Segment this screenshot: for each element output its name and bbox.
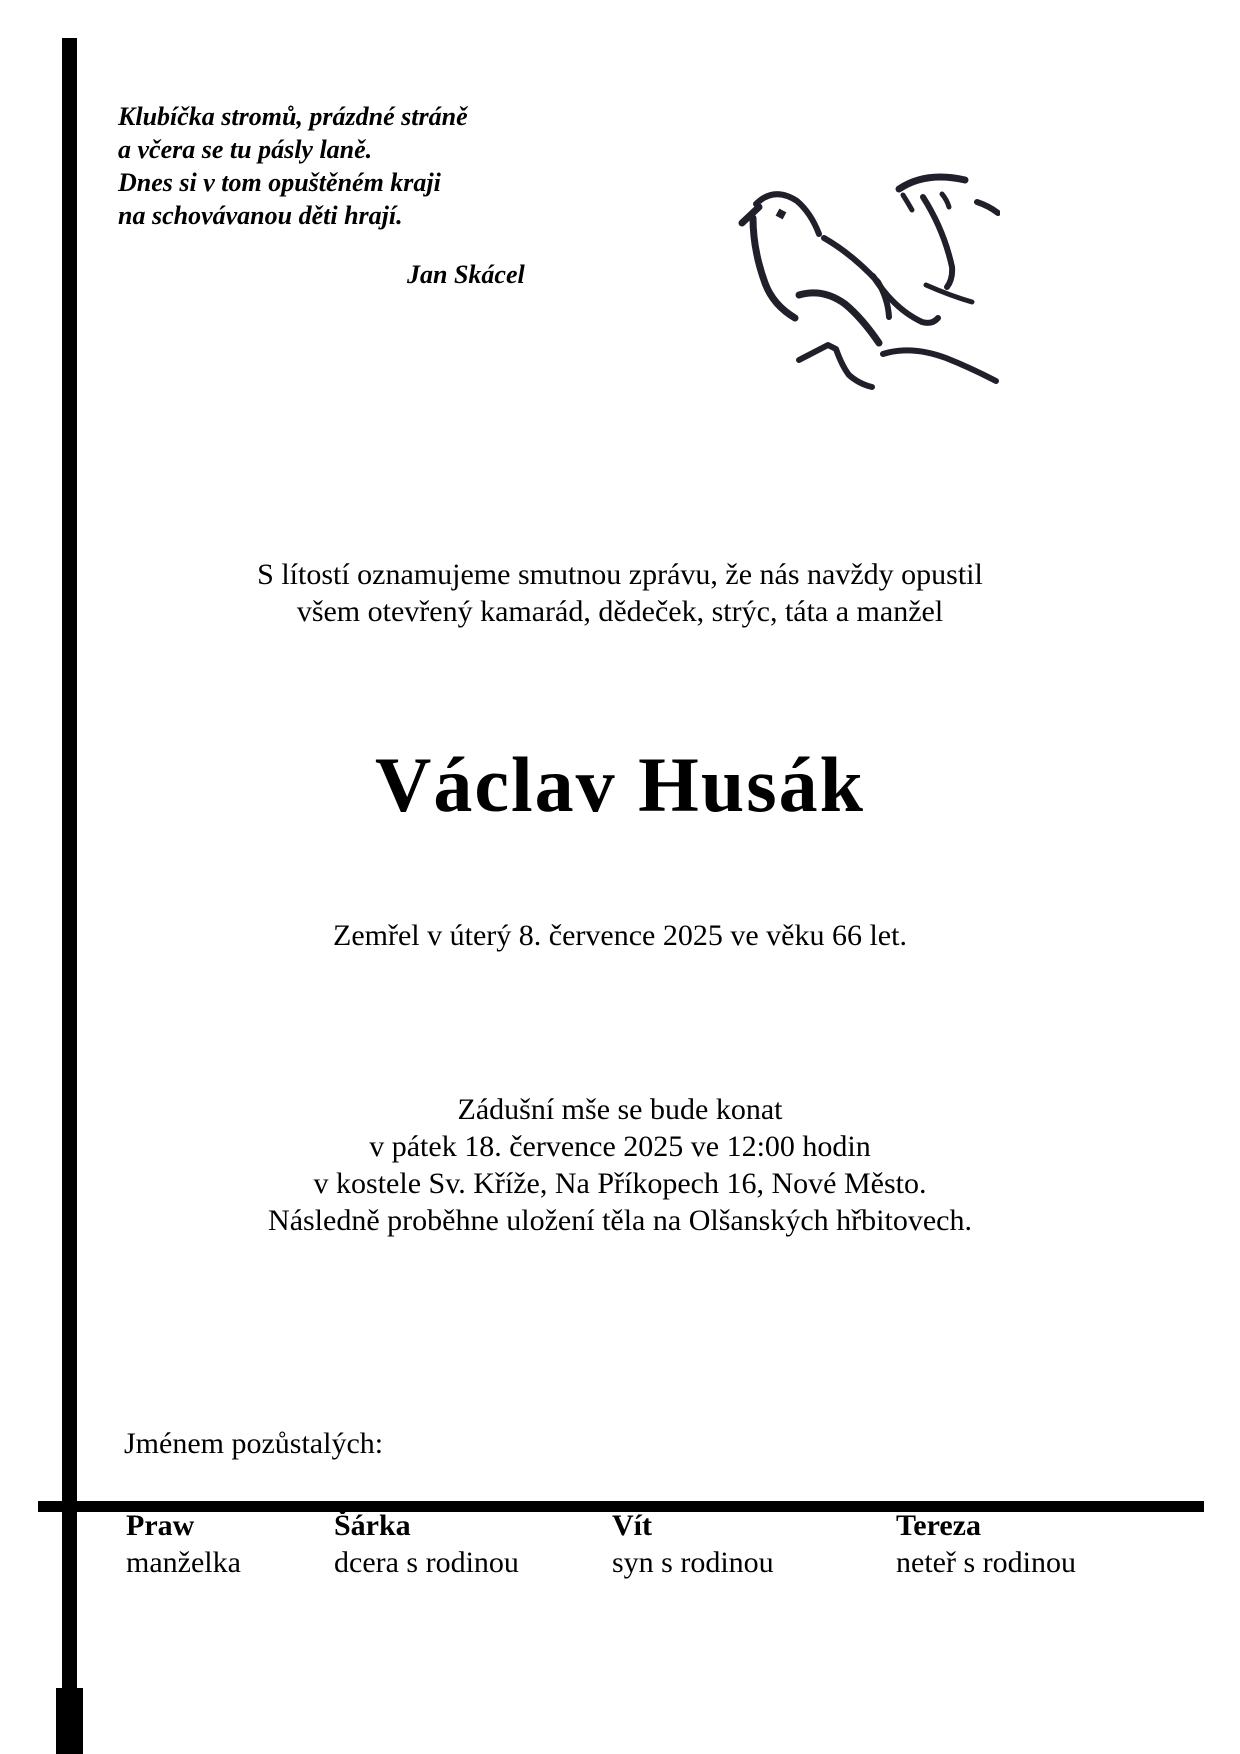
death-date-line: Zemřel v úterý 8. července 2025 ve věku 66 let. (333, 919, 907, 952)
deceased-name: Václav Husák (375, 741, 865, 828)
service-line: Následně proběhne uložení těla na Olšanských hřbitovech. (268, 1204, 972, 1237)
survivor-name: Vít (612, 1509, 652, 1542)
announcement-line: všem otevřený kamarád, dědeček, strýc, táta a manžel (296, 595, 944, 628)
survivor-relation: neteř s rodinou (896, 1546, 1076, 1579)
doves-drawing-icon (656, 146, 1000, 392)
survivor-name: Praw (126, 1509, 195, 1542)
left-frame-bar (62, 38, 77, 1754)
service-info (0, 1091, 1240, 1239)
survivor-relation: manželka (126, 1546, 241, 1579)
poem (118, 100, 468, 232)
announcement-line: S lítostí oznamujeme smutnou zprávu, že nás navždy opustil (257, 558, 983, 591)
service-line: v kostele Sv. Kříže, Na Příkopech 16, Nové Město. (313, 1167, 927, 1200)
poem-line: a včera se tu pásly laně. (118, 135, 373, 164)
survivor-relation: dcera s rodinou (334, 1546, 519, 1579)
poem-author: Jan Skácel (407, 260, 525, 289)
survivor-entry (334, 1507, 519, 1581)
announcement (0, 556, 1240, 630)
survivor-entry (896, 1507, 1076, 1581)
service-line: Zádušní mše se bude konat (457, 1093, 783, 1126)
service-line: v pátek 18. července 2025 ve 12:00 hodin (369, 1130, 871, 1163)
survivor-name: Tereza (896, 1509, 981, 1542)
survivor-name: Šárka (334, 1509, 411, 1542)
poem-line: na schovávanou děti hrají. (118, 201, 403, 230)
left-frame-bar-foot (56, 1688, 83, 1754)
survivors-heading: Jménem pozůstalých: (124, 1427, 384, 1460)
poem-line: Klubíčka stromů, prázdné stráně (118, 102, 468, 131)
survivor-entry (126, 1507, 241, 1581)
survivor-relation: syn s rodinou (612, 1546, 774, 1579)
poem-line: Dnes si v tom opuštěném kraji (118, 168, 441, 197)
survivor-entry (612, 1507, 774, 1581)
